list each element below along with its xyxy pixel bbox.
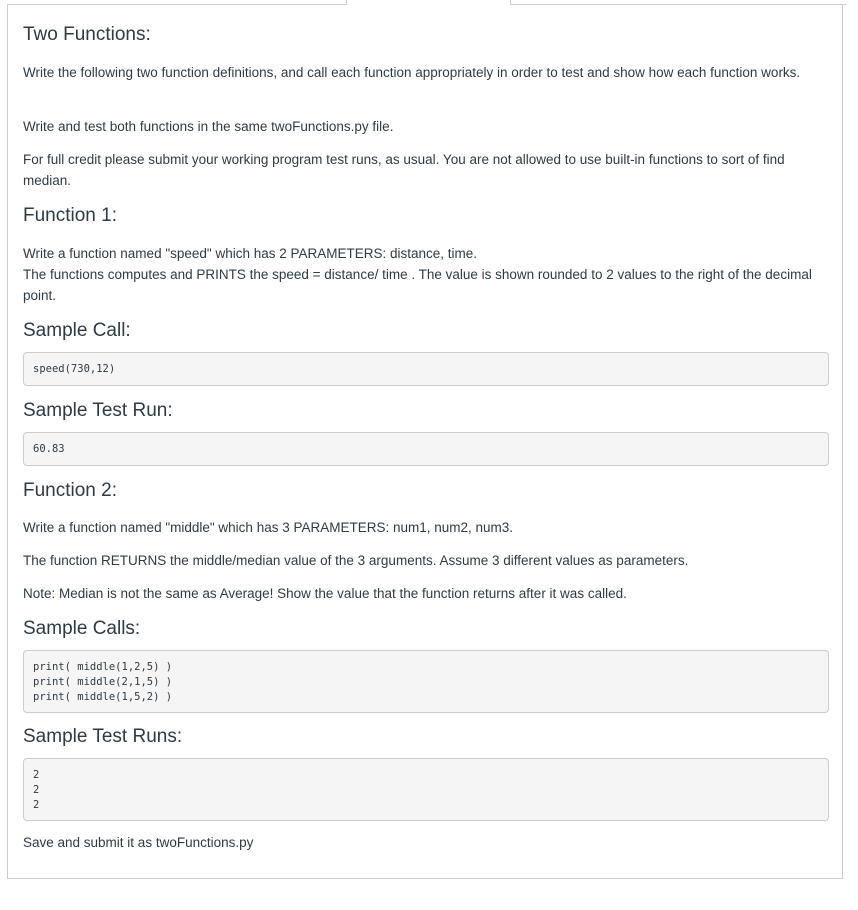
sample-call-code-block: speed(730,12) [23, 352, 829, 386]
intro-paragraph-2: Write and test both functions in the same twoFunctions.py file. [23, 119, 394, 134]
assignment-panel [7, 4, 843, 879]
output-line: 2 [33, 799, 40, 811]
function1-description-2: The functions computes and PRINTS the speed = distance/ time . The value is shown rounded to 2 values to the right of the decimal point. [23, 267, 812, 303]
footer-note: Save and submit it as twoFunctions.py [23, 835, 254, 850]
code-line: print( middle(1,5,2) ) [33, 691, 173, 703]
function2-description-2: The function RETURNS the middle/median value of the 3 arguments. Assume 3 different values as parameters. [23, 553, 689, 568]
sample-test-runs-code-block [23, 758, 829, 821]
output-line: 2 [33, 784, 40, 796]
function2-description-1: Write a function named "middle" which has 3 PARAMETERS: num1, num2, num3. [23, 520, 514, 535]
code-line: print( middle(2,1,5) ) [33, 676, 173, 688]
function2-description-3: Note: Median is not the same as Average! Show the value that the function returns after it was called. [23, 586, 627, 601]
intro-paragraph-1: Write the following two function definitions, and call each function appropriately in order to test and show how each function works. [23, 65, 801, 80]
sample-call-heading: Sample Call: [23, 320, 131, 341]
code-line: print( middle(1,2,5) ) [33, 661, 173, 673]
intro-paragraph-3: For full credit please submit your working program test runs, as usual. You are not allowed to use built-in functions to sort of find median. [23, 152, 785, 188]
function1-description-1: Write a function named "speed" which has 2 PARAMETERS: distance, time. [23, 246, 478, 261]
sample-test-run-heading: Sample Test Run: [23, 400, 173, 421]
function1-heading: Function 1: [23, 205, 117, 226]
sample-test-run-code-block: 60.83 [23, 432, 829, 466]
sample-calls-heading: Sample Calls: [23, 618, 141, 639]
sample-calls-code-block [23, 650, 829, 713]
function2-heading: Function 2: [23, 480, 117, 501]
output-line: 2 [33, 769, 40, 781]
page-title: Two Functions: [23, 24, 151, 45]
sample-test-runs-heading: Sample Test Runs: [23, 726, 183, 747]
